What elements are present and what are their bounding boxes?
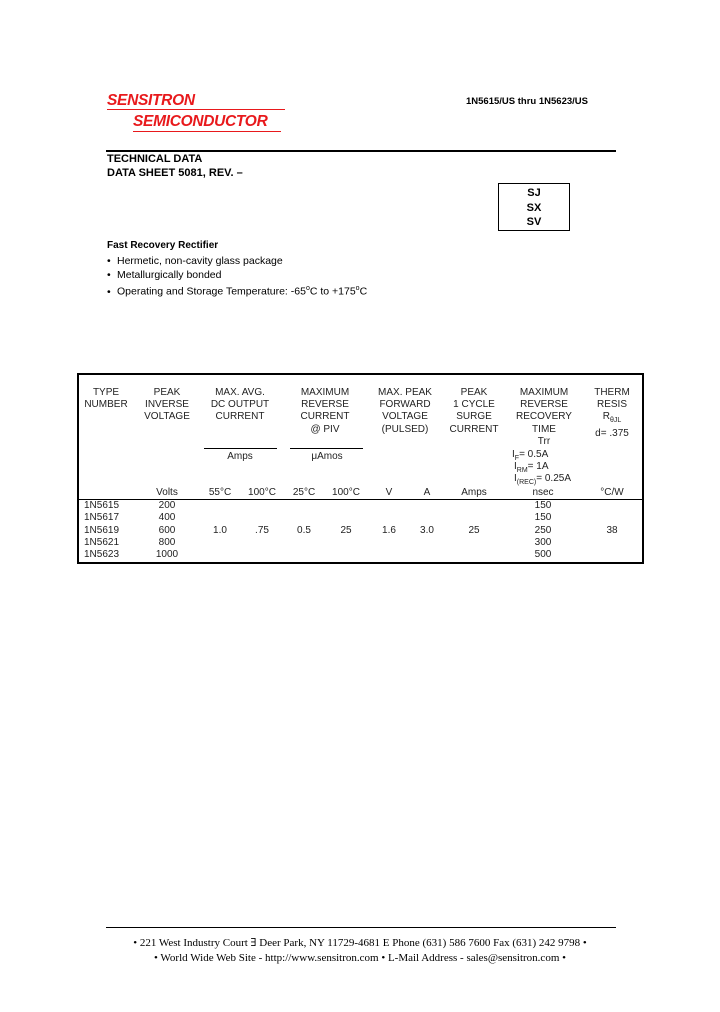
qual-level: SX [526, 201, 542, 214]
footer-address: • 221 West Industry Court ∃ Deer Park, NY 11729-4681 E Phone (631) 586 7600 Fax (631) 242 9798 • [133, 937, 587, 949]
feature-item: • Hermetic, non-cavity glass package [107, 254, 367, 268]
unit-amps: Amps [227, 451, 253, 462]
doc-title: TECHNICAL DATA [107, 153, 203, 165]
unit-100c: 100°C [332, 487, 360, 498]
thermal-resistance-value: 38 [606, 525, 618, 536]
io-100c-value: .75 [255, 525, 269, 536]
trr-value: 300 [534, 537, 552, 548]
unit-nsec: nsec [532, 487, 554, 498]
logo-sensitron: SENSITRON [107, 92, 195, 109]
vf-value: 1.6 [382, 525, 396, 536]
data-sheet-number: DATA SHEET 5081, REV. – [107, 167, 243, 179]
col-header-surge-current: PEAK 1 CYCLE SURGE CURRENT [449, 387, 499, 435]
trr-value: 150 [534, 500, 552, 511]
col-header-thermal-resistance: THERM RESIS $R_{\theta JL}$ d= .375 [594, 387, 630, 439]
trr-value: 250 [534, 525, 552, 536]
col-header-recovery-time: MAXIMUM REVERSE RECOVERY TIME Trr [516, 387, 572, 447]
footer-web-email: • World Wide Web Site - http://www.sensitron.com • L-Mail Address - sales@sensitron.com • [154, 952, 566, 964]
qual-level: SV [526, 216, 542, 228]
group-underline-reverse [290, 448, 363, 449]
part-number: 1N5615 [84, 500, 120, 511]
lead-length-note: d= .375 [595, 427, 629, 439]
features-list [107, 254, 367, 296]
col-header-type: TYPE NUMBER [84, 387, 128, 411]
ir-25c-value: 0.5 [297, 525, 311, 536]
footer-rule [106, 927, 616, 928]
trr-condition-irm: $I_{RM}= 1A$ [514, 461, 549, 474]
unit-volts-v: V [385, 487, 393, 498]
col-header-piv: PEAK INVERSE VOLTAGE [144, 387, 190, 423]
ir-100c-value: 25 [340, 525, 352, 536]
trr-condition-if: $I_F= 0.5A$ [512, 449, 549, 462]
feature-item-temperature: • Operating and Storage Temperature: -65$^o$C to $+175^oC$ [107, 282, 367, 296]
unit-volts: Volts [156, 487, 178, 498]
part-number: 1N5621 [84, 537, 120, 548]
qualification-box [498, 183, 570, 231]
part-number: 1N5619 [84, 525, 120, 536]
piv-value: 1000 [155, 549, 179, 560]
col-header-reverse-current: MAXIMUM REVERSE CURRENT @ PIV [300, 387, 350, 435]
logo-underline-1 [107, 109, 285, 110]
feature-item: • Metallurgically bonded [107, 268, 367, 282]
unit-25c: 25°C [292, 487, 316, 498]
qual-level: SJ [527, 187, 541, 199]
part-number: 1N5617 [84, 512, 120, 523]
group-underline-output [204, 448, 277, 449]
unit-c-per-w: °C/W [600, 487, 624, 498]
unit-55c: 55°C [208, 487, 232, 498]
logo-semiconductor: SEMICONDUCTOR [133, 113, 268, 130]
piv-value: 800 [158, 537, 176, 548]
unit-microamps: μAmos [311, 451, 343, 462]
vf-test-current-value: 3.0 [420, 525, 434, 536]
trr-value: 500 [534, 549, 552, 560]
trr-condition-irec: $I_{(REC)}= 0.25A$ [514, 473, 571, 486]
unit-surge-amps: Amps [461, 487, 487, 498]
col-header-forward-voltage: MAX. PEAK FORWARD VOLTAGE (PULSED) [378, 387, 432, 435]
piv-value: 400 [158, 512, 176, 523]
features-title: Fast Recovery Rectifier [107, 240, 219, 251]
trr-value: 150 [534, 512, 552, 523]
title-rule [106, 150, 616, 152]
piv-value: 600 [158, 525, 176, 536]
surge-current-value: 25 [468, 525, 480, 536]
piv-value: 200 [158, 500, 176, 511]
unit-amps-a: A [423, 487, 431, 498]
logo-underline-2 [133, 131, 281, 132]
unit-100c: 100°C [248, 487, 276, 498]
col-header-output-current: MAX. AVG. DC OUTPUT CURRENT [210, 387, 270, 423]
part-range: 1N5615/US thru 1N5623/US [466, 96, 588, 107]
io-55c-value: 1.0 [213, 525, 227, 536]
part-number: 1N5623 [84, 549, 120, 560]
